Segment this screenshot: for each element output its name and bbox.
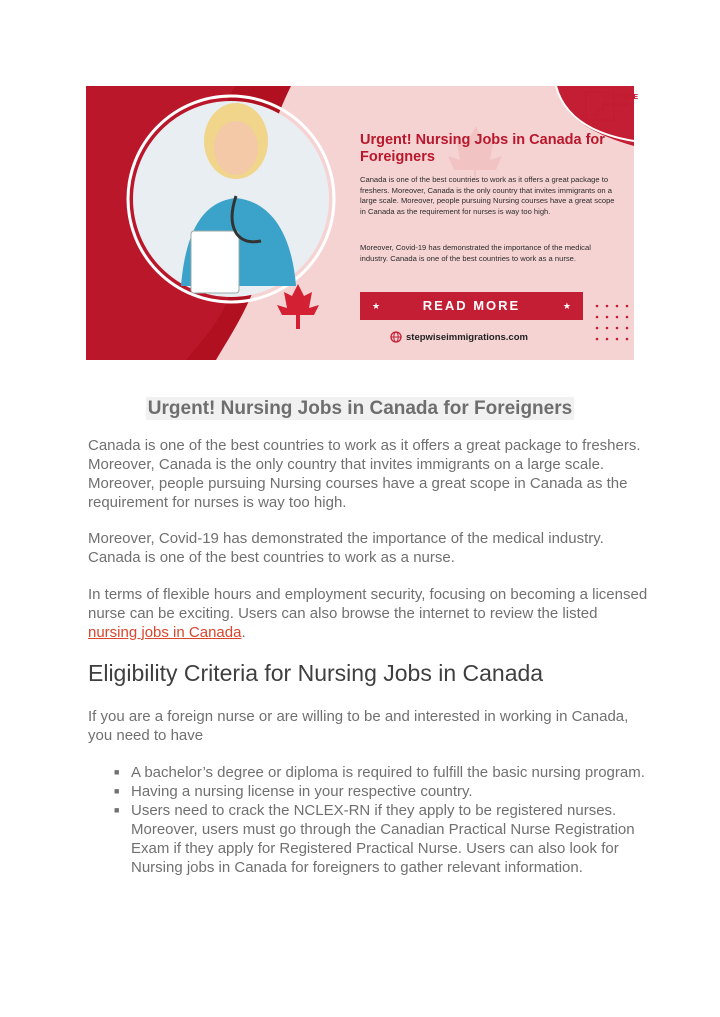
paragraph-3-end: . [241, 624, 246, 641]
section-intro: If you are a foreign nurse or are willing to be and interested in working in Canada, you need to have [88, 708, 629, 744]
promo-banner [86, 86, 639, 360]
nursing-jobs-link[interactable]: nursing jobs in Canada [88, 624, 242, 641]
list-item [88, 763, 648, 782]
list-item [88, 801, 648, 877]
star-icon: ★ [372, 301, 381, 311]
globe-icon [390, 331, 402, 343]
article-paragraph-3 [88, 585, 648, 642]
logo-underline [602, 103, 630, 106]
requirements-list [88, 763, 648, 877]
paragraph-3-text: In terms of flexible hours and employment security, focusing on becoming a licensed nurse can be exciting. Users can also browse the internet to review the listed [88, 586, 648, 622]
bullet-icon: ■ [114, 786, 120, 796]
article-paragraph-2: Moreover, Covid-19 has demonstrated the importance of the medical industry. Canada is one of the best countries to work as a nurse. [88, 530, 604, 566]
banner-paragraph-1: Canada is one of the best countries to work as it offers a great package to freshers. Moreover, Canada is the only country that invites immigrants on a large scale. Moreover, people pursuing Nursing courses have a great scope in Canada as the requirement for nurses is way too high. [360, 175, 615, 216]
list-item [88, 782, 648, 801]
dots-pattern-icon [594, 303, 630, 351]
banner-paragraph-2: Moreover, Covid-19 has demonstrated the importance of the medical industry. Canada is one of the best countries to work as a nurse. [360, 243, 591, 263]
list-item-text: Having a nursing license in your respective country. [131, 783, 473, 800]
read-more-label: READ MORE [422, 298, 521, 313]
banner-title: Urgent! Nursing Jobs in Canada for Foreigners [360, 132, 605, 165]
article-title [0, 398, 720, 420]
maple-leaf-icon [277, 284, 319, 329]
section-heading: Eligibility Criteria for Nursing Jobs in Canada [88, 660, 544, 686]
list-item-text: Users need to crack the NCLEX-RN if they apply to be registered nurses. Moreover, users must go through the Canadian Practical Nurse Registration Exam if they apply for Registered Practical Nurse. Users can also look for Nursing jobs in Canada for foreigners to gather relevant information. [131, 802, 635, 876]
article-paragraph-1: Canada is one of the best countries to work as it offers a great package to freshers. Moreover, Canada is the only country that invites immigrants on a large scale. Moreover, people pursuing Nursing courses have a great scope in Canada as the requirement for nurses is way too high. [88, 437, 641, 511]
logo-text: STEPWISE [602, 94, 639, 101]
website-link[interactable]: stepwiseimmigrations.com [406, 332, 528, 343]
list-item-text: A bachelor’s degree or diploma is required to fulfill the basic nursing program. [131, 764, 645, 781]
article-title-text: Urgent! Nursing Jobs in Canada for Foreigners [147, 398, 573, 419]
read-more-button[interactable] [360, 292, 583, 320]
star-icon: ★ [562, 301, 571, 311]
bullet-icon: ■ [114, 805, 120, 815]
bullet-icon: ■ [114, 767, 120, 777]
